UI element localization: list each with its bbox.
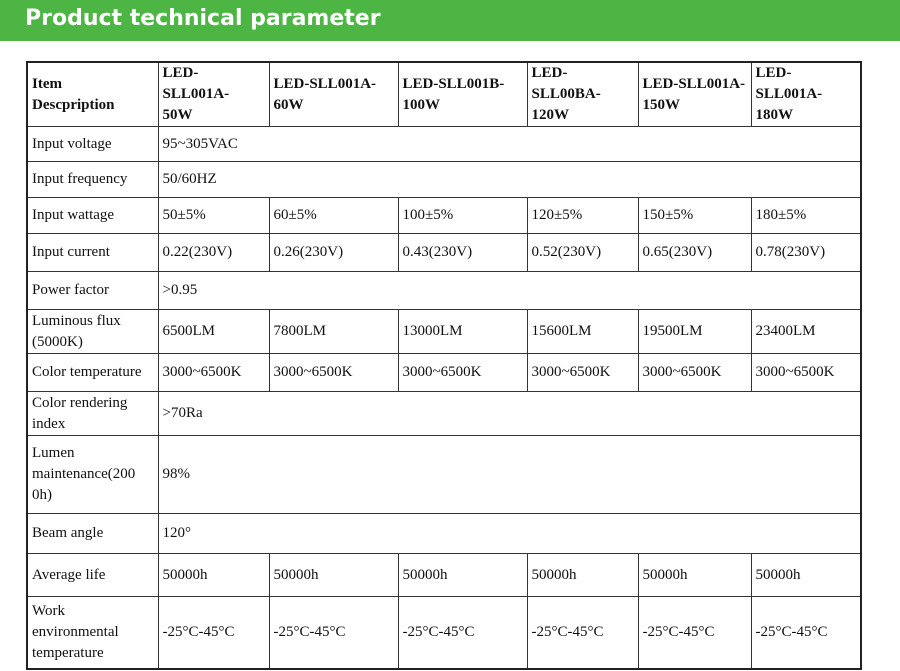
average-life-cell: 50000h bbox=[398, 554, 527, 597]
row-label-input-current: Input current bbox=[27, 234, 158, 272]
input-current-cell: 0.22(230V) bbox=[158, 234, 269, 272]
power-factor-value: >0.95 bbox=[158, 272, 861, 310]
table-row bbox=[27, 554, 861, 597]
table-row bbox=[27, 392, 861, 436]
row-label-input-wattage: Input wattage bbox=[27, 198, 158, 234]
table-row bbox=[27, 198, 861, 234]
luminous-flux-cell: 19500LM bbox=[638, 310, 751, 354]
header-item-description: Item Descpription bbox=[27, 62, 158, 127]
input-current-cell: 0.78(230V) bbox=[751, 234, 861, 272]
parameter-table bbox=[26, 61, 862, 670]
color-temperature-cell: 3000~6500K bbox=[527, 354, 638, 392]
title-banner bbox=[0, 0, 900, 41]
average-life-cell: 50000h bbox=[269, 554, 398, 597]
input-current-cell: 0.26(230V) bbox=[269, 234, 398, 272]
input-voltage-value: 95~305VAC bbox=[158, 127, 861, 162]
color-temperature-cell: 3000~6500K bbox=[269, 354, 398, 392]
table-row bbox=[27, 127, 861, 162]
table-row bbox=[27, 354, 861, 392]
header-model-4: LED-SLL00BA- 120W bbox=[527, 62, 638, 127]
page-title: Product technical parameter bbox=[25, 6, 381, 31]
average-life-cell: 50000h bbox=[638, 554, 751, 597]
row-label-color-temperature: Color temperature bbox=[27, 354, 158, 392]
average-life-cell: 50000h bbox=[527, 554, 638, 597]
color-temperature-cell: 3000~6500K bbox=[638, 354, 751, 392]
input-wattage-cell: 50±5% bbox=[158, 198, 269, 234]
table-row bbox=[27, 162, 861, 198]
input-wattage-cell: 120±5% bbox=[527, 198, 638, 234]
work-temperature-cell: -25°C-45°C bbox=[158, 597, 269, 669]
table-row bbox=[27, 514, 861, 554]
row-label-luminous-flux: Luminous flux (5000K) bbox=[27, 310, 158, 354]
work-temperature-cell: -25°C-45°C bbox=[269, 597, 398, 669]
input-wattage-cell: 100±5% bbox=[398, 198, 527, 234]
row-label-lumen-maintenance: Lumen maintenance(200 0h) bbox=[27, 436, 158, 514]
work-temperature-cell: -25°C-45°C bbox=[638, 597, 751, 669]
lumen-maintenance-value: 98% bbox=[158, 436, 861, 514]
luminous-flux-cell: 15600LM bbox=[527, 310, 638, 354]
work-temperature-cell: -25°C-45°C bbox=[398, 597, 527, 669]
work-temperature-cell: -25°C-45°C bbox=[527, 597, 638, 669]
input-current-cell: 0.43(230V) bbox=[398, 234, 527, 272]
luminous-flux-cell: 23400LM bbox=[751, 310, 861, 354]
row-label-work-temperature: Work environmental temperature bbox=[27, 597, 158, 669]
luminous-flux-cell: 7800LM bbox=[269, 310, 398, 354]
color-rendering-value: >70Ra bbox=[158, 392, 861, 436]
work-temperature-cell: -25°C-45°C bbox=[751, 597, 861, 669]
color-temperature-cell: 3000~6500K bbox=[158, 354, 269, 392]
luminous-flux-cell: 6500LM bbox=[158, 310, 269, 354]
input-current-cell: 0.52(230V) bbox=[527, 234, 638, 272]
luminous-flux-cell: 13000LM bbox=[398, 310, 527, 354]
color-temperature-cell: 3000~6500K bbox=[398, 354, 527, 392]
header-model-2: LED-SLL001A- 60W bbox=[269, 62, 398, 127]
header-model-1: LED-SLL001A- 50W bbox=[158, 62, 269, 127]
beam-angle-value: 120° bbox=[158, 514, 861, 554]
row-label-input-frequency: Input frequency bbox=[27, 162, 158, 198]
input-wattage-cell: 180±5% bbox=[751, 198, 861, 234]
row-label-color-rendering: Color rendering index bbox=[27, 392, 158, 436]
input-current-cell: 0.65(230V) bbox=[638, 234, 751, 272]
table-row bbox=[27, 234, 861, 272]
header-model-6: LED-SLL001A- 180W bbox=[751, 62, 861, 127]
row-label-power-factor: Power factor bbox=[27, 272, 158, 310]
row-label-input-voltage: Input voltage bbox=[27, 127, 158, 162]
header-model-3: LED-SLL001B- 100W bbox=[398, 62, 527, 127]
average-life-cell: 50000h bbox=[158, 554, 269, 597]
table-row bbox=[27, 272, 861, 310]
input-wattage-cell: 150±5% bbox=[638, 198, 751, 234]
table-row bbox=[27, 597, 861, 669]
average-life-cell: 50000h bbox=[751, 554, 861, 597]
input-frequency-value: 50/60HZ bbox=[158, 162, 861, 198]
header-model-5: LED-SLL001A- 150W bbox=[638, 62, 751, 127]
color-temperature-cell: 3000~6500K bbox=[751, 354, 861, 392]
table-row bbox=[27, 310, 861, 354]
table-header-row bbox=[27, 62, 861, 127]
input-wattage-cell: 60±5% bbox=[269, 198, 398, 234]
table-row bbox=[27, 436, 861, 514]
row-label-average-life: Average life bbox=[27, 554, 158, 597]
row-label-beam-angle: Beam angle bbox=[27, 514, 158, 554]
